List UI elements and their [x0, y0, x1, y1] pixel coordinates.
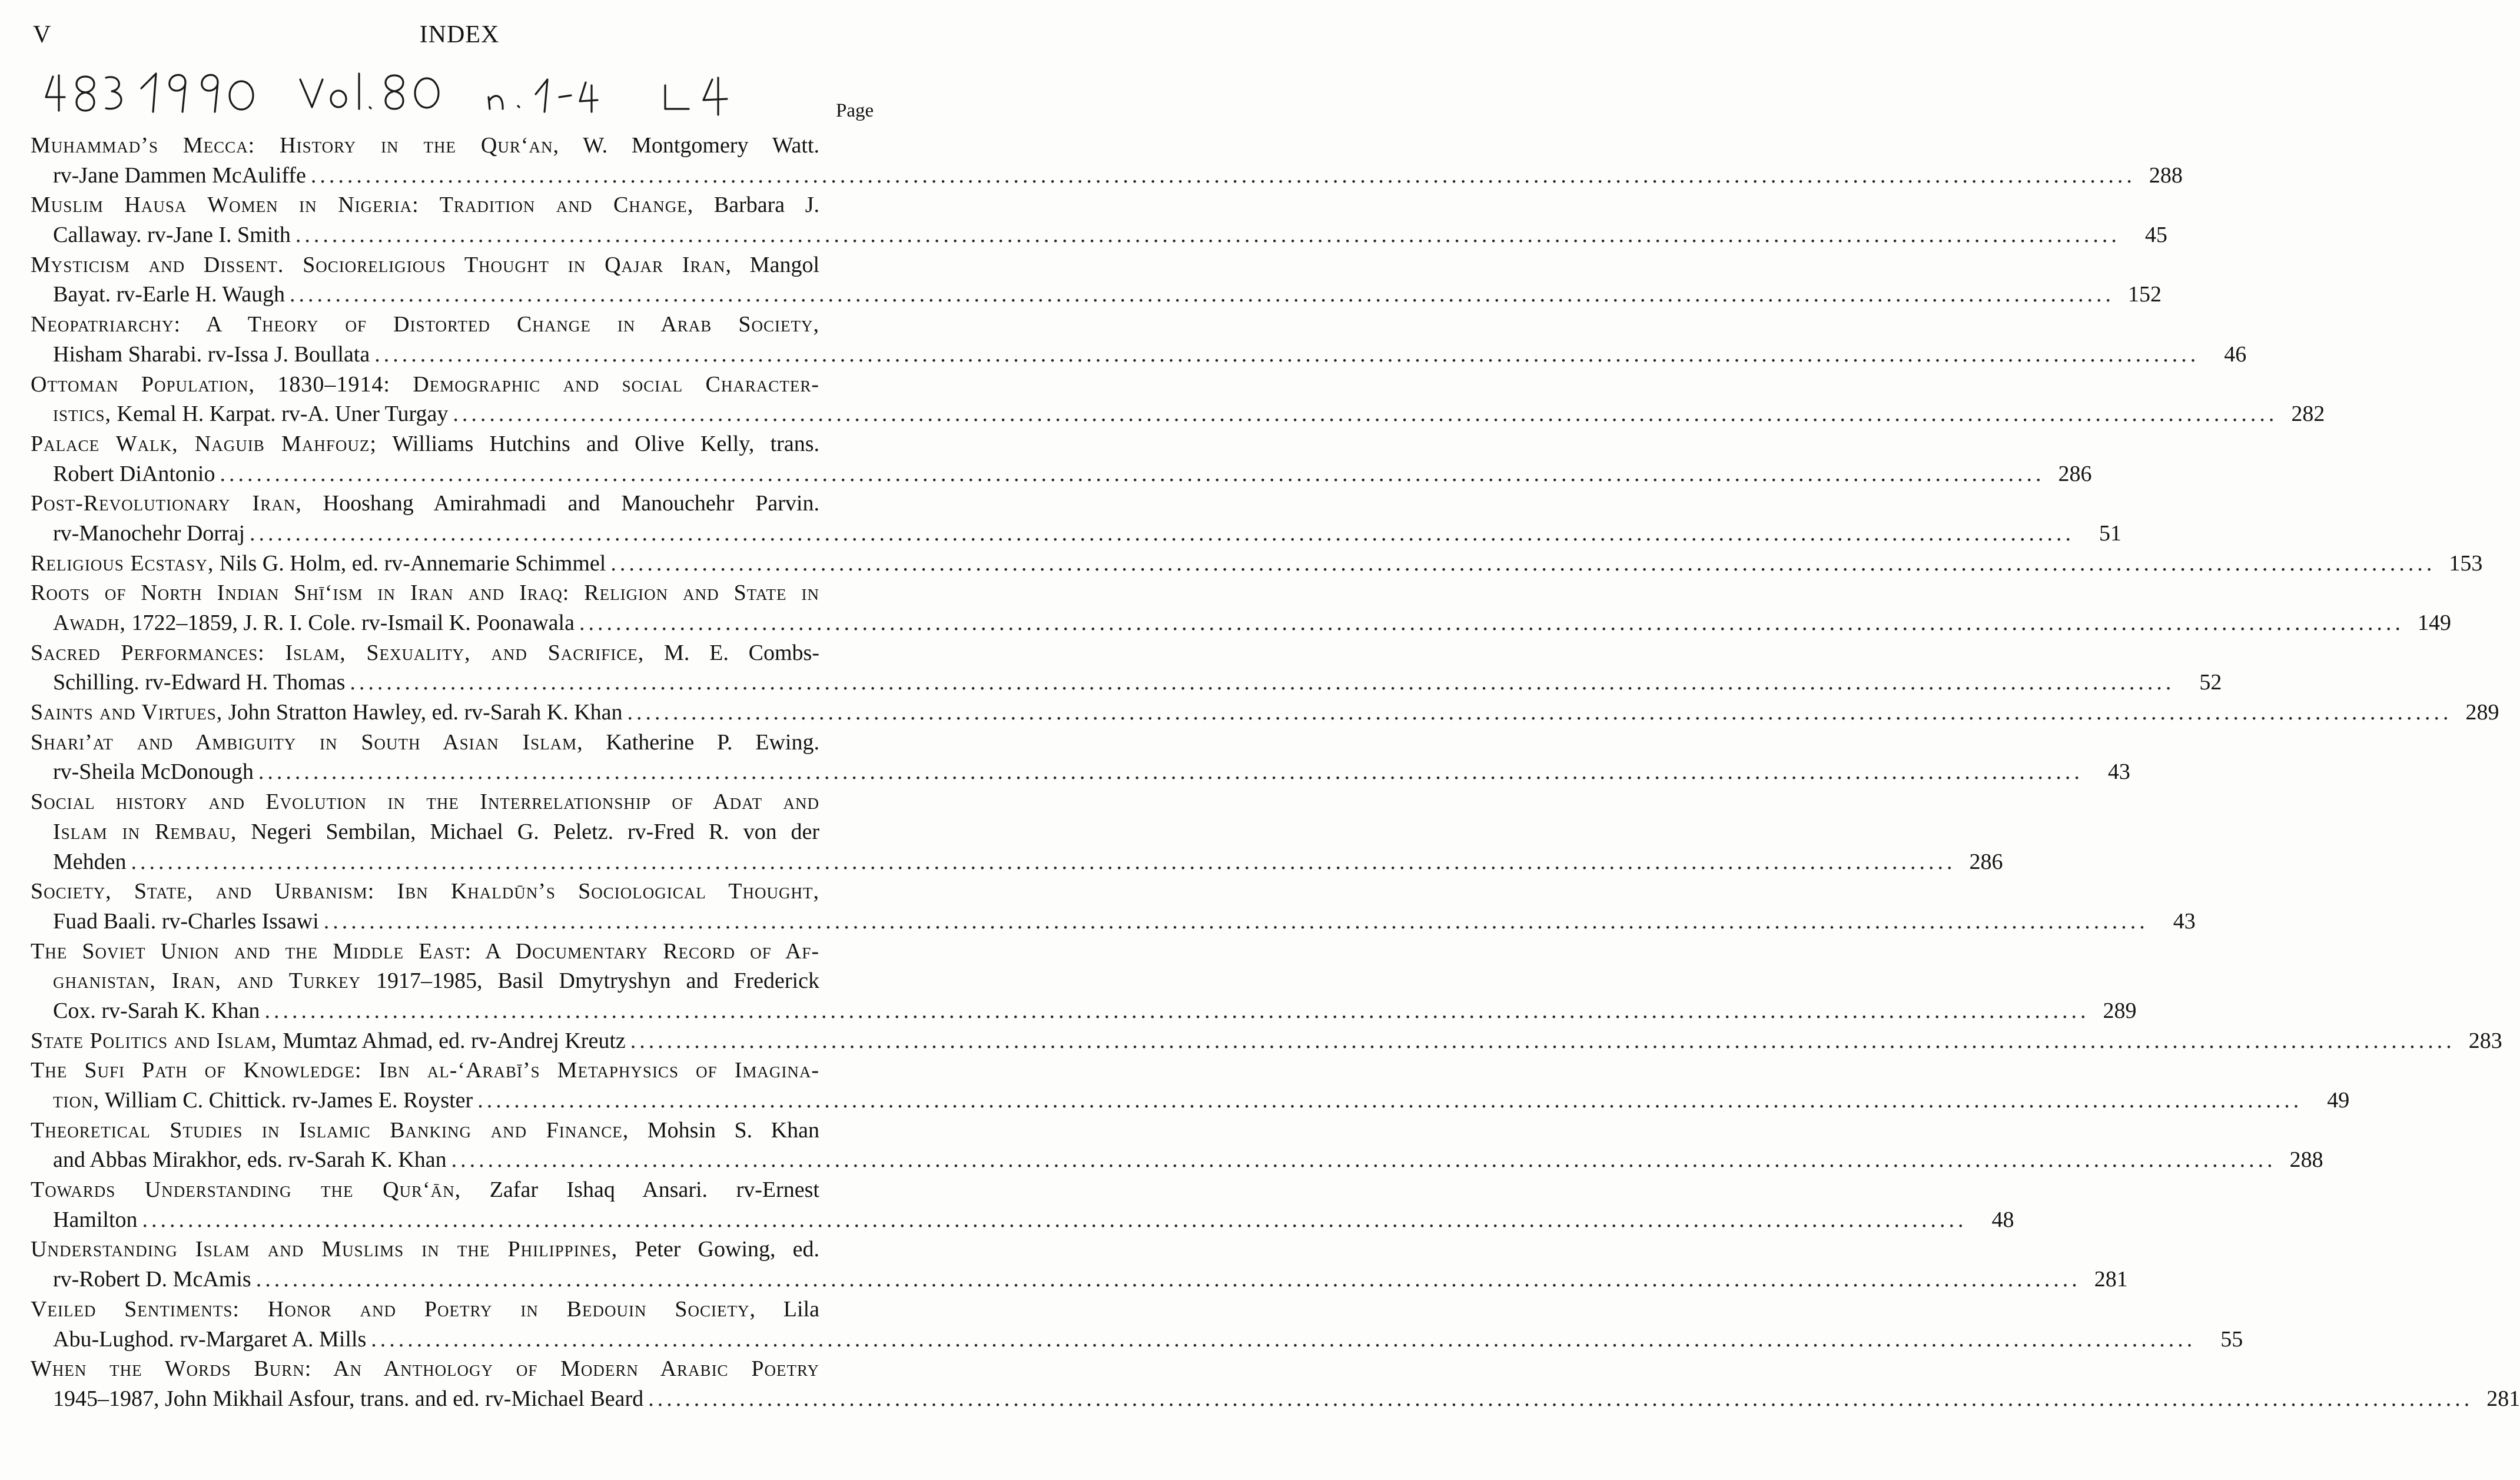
entry-details: W. Montgomery Watt. [559, 133, 820, 158]
dot-leader: ........................................................................................................................................................................................................ [451, 1147, 2276, 1173]
entry-title: tion, [53, 1088, 99, 1113]
index-entry [31, 310, 2247, 369]
entry-title: Towards Understanding the Qur‘ān, [31, 1177, 461, 1203]
entry-line-text [53, 459, 215, 489]
entry-line [31, 1354, 819, 1384]
entry-details: Kemal H. Karpat. rv-A. Uner Turgay [111, 401, 449, 427]
entry-details: rv-Manochehr Dorraj [53, 520, 245, 546]
entry-title: Society, State, and Urbanism: Ibn Khaldūn’s Sociological Thought, [31, 879, 819, 904]
entry-line [31, 1325, 2243, 1355]
entry-line-text [31, 1297, 819, 1322]
entry-line [31, 966, 819, 996]
entry-line [31, 698, 2499, 728]
page-number: 152 [2128, 282, 2162, 307]
entry-title: Post-Revolutionary Iran, [31, 491, 302, 516]
dot-leader: ........................................................................................................................................................................................................ [648, 1386, 2473, 1411]
entry-details: M. E. Combs- [644, 640, 819, 665]
entry-details: rv-Jane Dammen McAuliffe [53, 162, 306, 188]
index-entry [31, 1354, 2520, 1413]
entry-details: 1917–1985, Basil Dmytryshyn and Frederick [360, 968, 819, 994]
entry-line-text [31, 372, 819, 397]
entry-line [31, 1116, 819, 1146]
entry-line [31, 340, 2247, 370]
entry-details: rv-Robert D. McAmis [53, 1267, 251, 1292]
entry-line [31, 429, 819, 459]
index-entry [31, 578, 2451, 638]
page-number: 286 [2058, 461, 2092, 486]
entry-details: Callaway. rv-Jane I. Smith [53, 223, 291, 248]
entry-line-text [31, 133, 819, 158]
entry-title: Religious Ecstasy, [31, 550, 214, 576]
entry-details: Mohsin S. Khan [629, 1117, 819, 1143]
entry-line-text [53, 1265, 251, 1295]
entry-line [31, 399, 2325, 429]
dot-leader: ........................................................................................................................................................................................................ [310, 162, 2136, 188]
entry-line [31, 937, 819, 967]
index-entry [31, 787, 2003, 877]
page-number: 55 [2220, 1326, 2243, 1352]
entry-title: The Soviet Union and the Middle East: A Documentary Record of Af- [31, 938, 819, 964]
entry-line [31, 608, 2451, 638]
dot-leader: ........................................................................................................................................................................................................ [323, 908, 2149, 934]
entry-line [31, 877, 819, 907]
entry-line [31, 1056, 819, 1086]
entry-line [31, 787, 819, 817]
entry-line [31, 1026, 2502, 1056]
entry-line-text [31, 549, 606, 579]
entry-line [31, 1086, 2350, 1116]
entry-details: Zafar Ishaq Ansari. rv-Ernest [461, 1177, 819, 1203]
entry-title: Veiled Sentiments: Honor and Poetry in Bedouin Society, [31, 1296, 756, 1322]
entry-line-text [53, 399, 448, 429]
entry-details: Barbara J. [693, 193, 819, 218]
page-number: 281 [2486, 1386, 2520, 1411]
entry-details: Negeri Sembilan, Michael G. Peletz. rv-Fred R. von der [237, 819, 820, 844]
entry-title: State Politics and Islam, [31, 1028, 277, 1053]
dot-leader: ........................................................................................................................................................................................................ [579, 610, 2404, 635]
index-entry [31, 489, 2122, 548]
entry-line-text [31, 939, 819, 964]
entry-line [31, 1145, 2323, 1175]
entry-details: Hooshang Amirahmadi and Manouchehr Parvin. [301, 491, 819, 516]
entry-line [31, 1235, 819, 1265]
entry-title: Sacred Performances: Islam, Sexuality, and Sacrifice, [31, 640, 645, 665]
entry-line-text [53, 1384, 643, 1414]
entry-details: 1945–1987, John Mikhail Asfour, trans. and ed. rv-Michael Beard [53, 1386, 644, 1411]
entry-line-text [31, 1058, 819, 1083]
entry-title: Understanding Islam and Muslims in the Philippines, [31, 1237, 618, 1262]
page-number: 282 [2291, 401, 2325, 427]
page-number: 289 [2465, 700, 2499, 725]
page-number: 289 [2103, 998, 2137, 1023]
entry-line-text [53, 1086, 473, 1116]
entry-line [31, 907, 2196, 937]
entry-line-text [31, 1118, 819, 1143]
dot-leader: ........................................................................................................................................................................................................ [264, 998, 2090, 1023]
entry-line-text [53, 668, 345, 698]
page-number: 153 [2449, 550, 2483, 576]
entry-line [31, 549, 2483, 579]
entry-line-text [53, 1205, 138, 1235]
entry-line-text [31, 193, 819, 217]
dot-leader: ........................................................................................................................................................................................................ [220, 461, 2045, 486]
entry-details: John Stratton Hawley, ed. rv-Sarah K. Khan [223, 700, 623, 725]
index-entry [31, 250, 2162, 310]
page-number: 52 [2199, 670, 2222, 695]
index-entry [31, 877, 2196, 936]
entry-line [31, 220, 2167, 250]
entry-title: ghanistan, Iran, and Turkey [53, 968, 361, 994]
dot-leader: ........................................................................................................................................................................................................ [250, 520, 2075, 546]
index-entry [31, 429, 2092, 489]
index-entry [31, 1056, 2350, 1115]
dot-leader: ........................................................................................................................................................................................................ [627, 700, 2452, 725]
entry-line [31, 161, 2183, 191]
entry-line-text [53, 608, 575, 638]
entry-line [31, 668, 2222, 698]
entry-line-text [31, 879, 819, 904]
entry-details: Nils G. Holm, ed. rv-Annemarie Schimmel [214, 550, 606, 576]
entry-line-text [53, 907, 319, 937]
entry-line-text [53, 340, 370, 370]
entry-details: 1722–1859, J. R. I. Cole. rv-Ismail K. Poonawala [125, 610, 575, 635]
dot-leader: ........................................................................................................................................................................................................ [295, 223, 2120, 248]
entry-line-text [31, 1237, 819, 1262]
entry-line [31, 757, 2130, 787]
entry-title: Awadh, [53, 610, 126, 635]
entry-title: Muslim Hausa Women in Nigeria: Tradition and Change, [31, 193, 694, 218]
page-number: 288 [2149, 162, 2183, 188]
entry-line [31, 1295, 819, 1325]
page-number: 288 [2289, 1147, 2323, 1173]
entry-details: Mangol [732, 252, 819, 277]
entry-title: Mysticism and Dissent. Socioreligious Thought in Qajar Iran, [31, 252, 732, 277]
entry-line [31, 370, 819, 400]
entry-line [31, 310, 819, 340]
entry-line-text [53, 819, 819, 844]
index-entry [31, 638, 2222, 698]
entry-line [31, 1205, 2014, 1235]
entry-line-text [31, 641, 819, 665]
page-number: 43 [2107, 759, 2130, 785]
dot-leader: ........................................................................................................................................................................................................ [453, 401, 2278, 427]
index-entry [31, 1026, 2502, 1056]
page-column-label: Page [836, 100, 874, 121]
page-number: 43 [2173, 908, 2196, 934]
index-entry [31, 728, 2130, 787]
dot-leader: ........................................................................................................................................................................................................ [371, 1326, 2196, 1352]
entry-details: Mehden [53, 849, 127, 874]
entry-line-text [53, 220, 291, 250]
entry-line [31, 250, 819, 280]
entry-line-text [31, 580, 819, 605]
index-entry [31, 1116, 2323, 1175]
entry-line-text [53, 1145, 447, 1175]
index-entry [31, 1175, 2014, 1235]
entry-details: Abu-Lughod. rv-Margaret A. Mills [53, 1326, 367, 1352]
entry-title: Shari’at and Ambiguity in South Asian Islam, [31, 729, 583, 755]
entry-details: Mumtaz Ahmad, ed. rv-Andrej Kreutz [277, 1028, 626, 1053]
entry-details: Schilling. rv-Edward H. Thomas [53, 670, 346, 695]
handwritten-call-number [41, 65, 854, 118]
roman-numeral: V [33, 21, 51, 48]
entry-line-text [53, 996, 260, 1026]
entry-details: Katherine P. Ewing. [583, 729, 819, 755]
page-number: 49 [2327, 1088, 2350, 1113]
entry-line-text [53, 757, 254, 787]
entry-line-text [53, 968, 819, 993]
entry-title: Ottoman Population, 1830–1914: Demographic and social Character- [31, 371, 819, 397]
dot-leader: ........................................................................................................................................................................................................ [258, 759, 2083, 785]
entry-line [31, 1265, 2128, 1295]
page-number: 46 [2224, 341, 2247, 367]
index-entry [31, 937, 2137, 1026]
index-entry [31, 1295, 2243, 1354]
page-number: 51 [2099, 520, 2122, 546]
entry-title: Roots of North Indian Shī‘ism in Iran and Iraq: Religion and State in [31, 580, 819, 606]
entry-details: William C. Chittick. rv-James E. Royster [99, 1088, 473, 1113]
entry-line-text [31, 253, 819, 277]
entry-details: and Abbas Mirakhor, eds. rv-Sarah K. Khan [53, 1147, 447, 1173]
entry-line-text [31, 491, 819, 516]
entry-title: istics, [53, 401, 112, 427]
page-number: 283 [2468, 1028, 2502, 1053]
entry-line [31, 280, 2162, 310]
dot-leader: ........................................................................................................................................................................................................ [290, 282, 2115, 307]
dot-leader: ........................................................................................................................................................................................................ [610, 550, 2436, 576]
dot-leader: ........................................................................................................................................................................................................ [630, 1028, 2455, 1053]
entry-line [31, 190, 819, 220]
entry-title: Saints and Virtues, [31, 700, 223, 725]
entry-title: Neopatriarchy: A Theory of Distorted Change in Arab Society, [31, 312, 819, 337]
entry-details: Fuad Baali. rv-Charles Issawi [53, 908, 319, 934]
page-number: 281 [2094, 1267, 2128, 1292]
entry-line [31, 459, 2092, 489]
entry-line-text [53, 519, 245, 549]
page-number: 286 [1969, 849, 2003, 874]
entry-title: Muhammad’s Mecca: History in the Qur‘an, [31, 133, 559, 158]
entry-line [31, 728, 819, 758]
entry-line [31, 996, 2137, 1026]
dot-leader: ........................................................................................................................................................................................................ [477, 1088, 2303, 1113]
entry-line-text [31, 1026, 626, 1056]
page-number: 149 [2417, 610, 2451, 635]
index-entries [31, 131, 2520, 1414]
index-entry [31, 1235, 2128, 1294]
page-number: 45 [2144, 223, 2167, 248]
entry-details: Cox. rv-Sarah K. Khan [53, 998, 260, 1023]
entry-title: When the Words Burn: An Anthology of Modern Arabic Poetry [31, 1356, 819, 1382]
entry-line-text [53, 161, 306, 191]
entry-line [31, 817, 819, 847]
entry-line [31, 519, 2122, 549]
entry-line [31, 131, 819, 161]
dot-leader: ........................................................................................................................................................................................................ [374, 341, 2200, 367]
entry-line [31, 578, 819, 608]
entry-line [31, 847, 2003, 877]
index-entry [31, 190, 2167, 250]
entry-title: The Sufi Path of Knowledge: Ibn al-‘Arabī’s Metaphysics of Imagina- [31, 1058, 819, 1083]
dot-leader: ........................................................................................................................................................................................................ [255, 1267, 2081, 1292]
dot-leader: ........................................................................................................................................................................................................ [350, 670, 2175, 695]
entry-details: Robert DiAntonio [53, 461, 215, 486]
entry-title: Social history and Evolution in the Interrelationship of Adat and [31, 789, 819, 815]
entry-details: Lila [755, 1296, 819, 1322]
entry-line [31, 1175, 819, 1205]
index-entry [31, 370, 2325, 429]
entry-title: Palace Walk, Naguib Mahfouz; [31, 431, 377, 456]
entry-details: Williams Hutchins and Olive Kelly, trans. [376, 431, 819, 456]
entry-title: Islam in Rembau, [53, 819, 237, 844]
entry-line-text [53, 847, 127, 877]
entry-details: Peter Gowing, ed. [617, 1237, 820, 1262]
page-title: INDEX [419, 21, 500, 48]
entry-details: Hamilton [53, 1207, 138, 1232]
dot-leader: ........................................................................................................................................................................................................ [131, 849, 1956, 874]
entry-line-text [31, 1356, 819, 1381]
entry-line-text [53, 1325, 366, 1355]
entry-line [31, 489, 819, 519]
index-entry [31, 698, 2499, 728]
index-entry [31, 549, 2483, 579]
page-number: 48 [1991, 1207, 2014, 1232]
entry-title: Theoretical Studies in Islamic Banking and Finance, [31, 1117, 629, 1143]
entry-line-text [31, 698, 623, 728]
entry-details: Bayat. rv-Earle H. Waugh [53, 282, 285, 307]
entry-line-text [53, 280, 285, 310]
entry-line [31, 638, 819, 668]
entry-line-text [31, 789, 819, 814]
index-entry [31, 131, 2183, 190]
entry-details: Hisham Sharabi. rv-Issa J. Boullata [53, 341, 370, 367]
entry-line-text [31, 1177, 819, 1202]
dot-leader: ........................................................................................................................................................................................................ [142, 1207, 1967, 1232]
entry-details: rv-Sheila McDonough [53, 759, 254, 785]
entry-line [31, 1384, 2520, 1414]
entry-line-text [31, 312, 819, 337]
entry-line-text [31, 730, 819, 755]
entry-line-text [31, 432, 819, 456]
